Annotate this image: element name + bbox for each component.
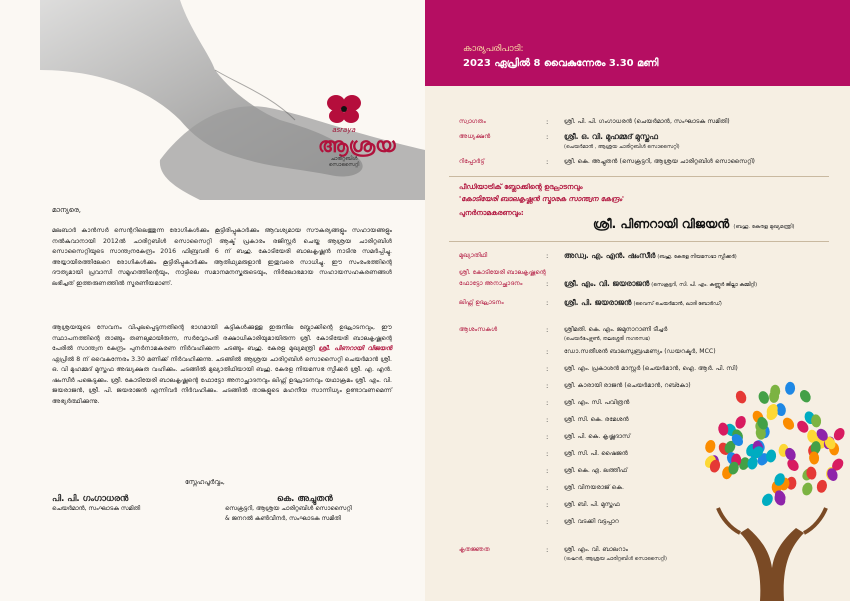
row-value-main: അഡ്വ. എ. എൻ. ഷംസീർ xyxy=(564,251,656,260)
row-value: ശ്രീ. കെ. അച്ചുതൻ (സെക്രട്ടറി, ആശ്രയ ചാരിറ്റബിൾ സൊസൈറ്റി) xyxy=(564,158,755,165)
row-label: അധ്യക്ഷൻ xyxy=(459,133,491,140)
programme-datetime: 2023 ഏപ്രിൽ 8 വൈകുന്നേരം 3.30 മണി xyxy=(463,58,659,69)
row-colon: : xyxy=(546,399,549,407)
row-label: കൃതജ്ഞത xyxy=(459,546,490,553)
flower-logo-icon xyxy=(326,94,362,124)
row-value-main: ശ്രീ. എം. വി. ബാലറാം xyxy=(564,546,628,553)
leaf-hand xyxy=(757,390,771,406)
leaf-hand xyxy=(770,385,780,398)
greetings-label: ആശംസകൾ xyxy=(459,326,498,333)
sig2-title-2: & ജനറൽ കൺവീനർ, സംഘാടക സമിതി xyxy=(225,515,341,522)
leaf-hand xyxy=(798,388,813,404)
leaf-hand xyxy=(734,389,748,405)
row-value: ശ്രീ. ബി. പി. മുസ്തഫ xyxy=(564,501,620,508)
row-value xyxy=(564,546,667,563)
row-value xyxy=(564,280,757,290)
row-value: ശ്രീ. വടക്കി വട്ടപ്പാറ xyxy=(564,518,619,525)
row-value: ശ്രീ. പി. പി. ഗംഗാധരൻ (ചെയർമാൻ, സംഘാടക സമിതി) xyxy=(564,118,730,125)
sig2-title-1: സെക്രട്ടറി, ആശ്രയ ചാരിറ്റബിൾ സൊസൈറ്റി xyxy=(225,505,352,512)
row-value: ശ്രീ. പി. കെ. കൃഷ്ണദാസ് xyxy=(564,433,631,440)
box-line-2: 'കോടിയേരി ബാലകൃഷ്ണൻ സ്മാരക സാന്ത്വന കേന്ദ്രം' xyxy=(459,195,625,203)
row-value: ശ്രീ. കെ. എ. ലത്തീഫ് xyxy=(564,467,628,474)
row-value-sub: (ചെയർപേഴ്സൺ, തലശ്ശേരി നഗരസഭ) xyxy=(564,335,650,342)
row-lift-inaug xyxy=(459,299,829,315)
row-colon: : xyxy=(546,546,549,554)
inaugurator-title: (ബഹു. കേരള മുഖ്യമന്ത്രി) xyxy=(733,224,795,230)
row-value-sub: (സെക്രട്ടറി, സി. പി. എം. കണ്ണൂർ ജില്ലാ കമ്മിറ്റി) xyxy=(651,282,758,288)
row-value: ശ്രീ. എം. പ്രകാശൻ മാസ്റ്റർ (ചെയർമാൻ, ഐ. ആർ. പി. സി) xyxy=(564,365,738,372)
inauguration-box xyxy=(449,176,829,242)
row-label: ശ്രീ. കോടിയേരി ബാലകൃഷ്ണന്റെ xyxy=(459,269,546,276)
row-label: സ്വാഗതം xyxy=(459,118,486,125)
row-value: ശ്രീ. എം. സി. പവിത്രൻ xyxy=(564,399,630,406)
logo-subtext: asraya xyxy=(332,126,356,134)
logo-tagline: ചാരിറ്റബിൾ സൊസൈറ്റി xyxy=(328,156,360,168)
programme-panel xyxy=(425,0,850,601)
leaf-hand xyxy=(734,414,748,430)
para2-highlight: ശ്രീ. പിണറായി വിജയൻ xyxy=(318,345,392,352)
row-colon: : xyxy=(546,133,549,141)
greetings-row-1 xyxy=(459,348,829,364)
leaf-hand xyxy=(801,481,814,496)
para2-text-b: ഏപ്രിൽ 8 ന് വൈകുന്നേരം 3.30 മണിക്ക് നിർവഹിക്കുന്നു. ചടങ്ങിൽ ആശ്രയ ചാരിറ്റബിൾ സൊസൈറ്റി ചെയർമാൻ ശ്രീ. ഒ. വി മുഹമ്മദ് മുസ്തഫ അദ്ധ്യക്ഷത വഹിക്കും. ചടങ്ങിൽ മുഖ്യാതിഥിയായി ബഹു. കേരള നിയമസഭ സ്പീക്കർ ശ്രീ. എ. എൻ. ഷംസീർ പങ്കെടുക്കും. ശ്രീ. കോടിയേരി ബാലകൃഷ്ണന്റെ ഫോട്ടോ അനാച്ഛാദനവും ലിഫ്റ്റ് ഉദ്ഘാടനവും യഥാക്രമം ശ്രീ. എം. വി. ജയരാജൻ, ശ്രീ. പി. ജയരാജൻ എന്നിവർ നിർവഹിക്കും. ചടങ്ങിൽ താങ്കളുടെ മഹനീയ സാന്നിധ്യം ഉണ്ടാവണമെന്ന് അഭ്യർത്ഥിക്കുന്നു. xyxy=(52,355,392,405)
row-colon: : xyxy=(546,280,549,288)
row-colon: : xyxy=(546,416,549,424)
greetings-row-0 xyxy=(459,326,829,344)
row-value xyxy=(564,133,680,151)
row-colon: : xyxy=(546,382,549,390)
sig2-name: കെ. അച്ചുതൻ xyxy=(277,494,333,504)
asraya-logo xyxy=(318,94,396,168)
letter-paragraph-1: മലബാർ കാൻസർ സെന്ററിലെത്തുന്ന രോഗികൾക്കും കൂട്ടിരിപ്പുകാർക്കും ആവശ്യമായ സൗകര്യങ്ങളും സഹായങ്ങളും നൽകുവാനായി 2012ൽ ചാരിറ്റബിൾ സൊസൈറ്റി ആക്ട് പ്രകാരം രജിസ്റ്റർ ചെയ്ത ആശ്രയ ചാരിറ്റബിൾ സൊസൈറ്റിയുടെ സാന്ത്വനകേന്ദ്രം 2016 ഫിബ്രവരി 6 ന് ബഹു. കോടിയേരി ബാലകൃഷ്ണൻ നാടിനു സമർപ്പിച്ചു. അയ്യായിരത്തിലേറെ രോഗികൾക്കും കൂട്ടിരിപ്പുകാർക്കും ആതിഥ്യമരുളാൻ ഇതുവരെ സാധിച്ചു. ഈ സംരംഭത്തിന്റെ ദൗത്യമായി പ്രവാസി സമൂഹത്തിന്റെയും, നാട്ടിലെ സമാനമനസ്കരുടെയും, നിർലോഭമായ സഹായസഹകരണങ്ങൾ ലഭിച്ചത് ഇത്തരുണത്തിൽ സ്മരണീയമാണ്. xyxy=(52,227,392,287)
letter-paragraph-2 xyxy=(52,323,392,407)
leaf-hand xyxy=(717,422,729,436)
leaf-hands-icon xyxy=(703,381,847,507)
row-colon: : xyxy=(546,158,549,166)
regards: സ്നേഹപൂർവ്വം, xyxy=(185,478,225,486)
row-value: ശ്രീ. വിനയരാജ് കെ. xyxy=(564,484,624,491)
row-value-sub: (ചെയർമാൻ , ആശ്രയ ചാരിറ്റബിൾ സൊസൈറ്റി) xyxy=(564,143,680,150)
programme-header-band xyxy=(425,0,850,86)
row-colon: : xyxy=(546,348,549,356)
row-colon: : xyxy=(546,365,549,373)
row-kodiyeri-label xyxy=(459,269,829,279)
inaugurator-name xyxy=(593,217,795,232)
row-photo-unveil xyxy=(459,280,829,296)
row-colon: : xyxy=(546,326,549,334)
sig1-title: ചെയർമാൻ, സംഘാടക സമിതി xyxy=(52,505,141,512)
signature-secretary xyxy=(225,494,352,524)
row-value-main: ശ്രീമതി. കെ. എം. ജമുനാറാണി ടീച്ചർ xyxy=(564,326,668,333)
leaf-hand xyxy=(704,439,717,454)
row-label: ഫോട്ടോ അനാച്ഛാദനം xyxy=(459,280,523,287)
row-value xyxy=(564,326,667,343)
row-value-sub: (ബഹു. കേരള നിയമസഭാ സ്പീക്കർ) xyxy=(657,254,737,260)
row-colon: : xyxy=(546,118,549,126)
row-value-sub: (വൈസ് ചെയർമാൻ, ഖാദി ബോർഡ്) xyxy=(633,301,722,307)
leaf-hand xyxy=(816,479,829,494)
para2-text-a: ആശ്രയയുടെ സേവനം വിപുലപ്പെടുന്നതിന്റെ ഭാഗമായി കുട്ടികൾക്കുള്ള ഇരുനില ബ്ലോക്കിന്റെ ഉദ്ഘാടനവും, ഈ സ്ഥാപനത്തിന്റെ താങ്ങും തണലുമായിരുന്ന, സർവ്വോപരി രക്ഷാധികാരിയുമായിരുന്ന ശ്രീ. കോടിയേരി ബാലകൃഷ്ണന്റെ പേരിൽ സാന്ത്വന കേന്ദ്രം പുനർനാമകരണ നിർവഹിക്കുന്ന ചടങ്ങും ബഹു. കേരള മുഖ്യമന്ത്രി xyxy=(52,324,392,352)
row-value: ശ്രീ. കാരായി രാജൻ (ചെയർമാൻ, റബ്കോ) xyxy=(564,382,691,389)
programme-heading: കാര്യപരിപാടി: xyxy=(463,44,524,54)
row-colon: : xyxy=(546,518,549,526)
row-value: ശ്രീ. സി. പി. ഷൈജൻ xyxy=(564,450,628,457)
row-colon: : xyxy=(546,467,549,475)
row-value-main: ശ്രീ. ഒ. വി. മുഹമ്മദ് മുസ്തഫ xyxy=(564,132,658,141)
row-report xyxy=(459,158,829,174)
row-value-main: ശ്രീ. എം. വി. ജയരാജൻ xyxy=(564,279,650,288)
hand-tree-illustration xyxy=(700,368,850,601)
row-label: റിപ്പോർട്ട് xyxy=(459,158,485,165)
row-colon: : xyxy=(546,299,549,307)
leaf-hand xyxy=(785,381,796,395)
row-value-sub: (ട്രഷറർ, ആശ്രയ ചാരിറ്റബിൾ സൊസൈറ്റി) xyxy=(564,555,667,562)
row-colon: : xyxy=(546,501,549,509)
leaf-hand xyxy=(760,492,775,508)
leaf-hand xyxy=(781,415,797,431)
row-value xyxy=(564,252,737,262)
row-chief-guest xyxy=(459,252,829,268)
row-colon: : xyxy=(546,252,549,260)
logo-title: ആശ്രയ xyxy=(318,133,396,157)
box-line-1: പീഡിയാട്രിക് ബ്ലോക്കിന്റെ ഉദ്ഘാടനവും xyxy=(459,183,583,191)
row-value: ശ്രീ. സി. കെ. രമേശൻ xyxy=(564,416,629,423)
row-value: ഡോ.സതീശൻ ബാലസുബ്രഹ്മണ്യം (ഡയറക്ടർ, MCC) xyxy=(564,348,716,355)
row-label: ലിഫ്റ്റ് ഉദ്ഘാടനം xyxy=(459,299,504,306)
row-colon: : xyxy=(546,450,549,458)
row-label: മുഖ്യാതിഥി xyxy=(459,252,488,259)
row-president xyxy=(459,133,829,153)
salutation: മാന്യരെ, xyxy=(52,206,82,214)
row-value xyxy=(564,299,722,309)
row-colon: : xyxy=(546,484,549,492)
sig1-name: പി. പി. ഗംഗാധരൻ xyxy=(52,494,129,504)
row-value-main: ശ്രീ. പി. ജയരാജൻ xyxy=(564,298,632,307)
signature-chairman xyxy=(52,494,140,514)
row-colon: : xyxy=(546,433,549,441)
box-line-3: പുനർനാമകരണവും: xyxy=(459,209,524,217)
inaugurator-text: ശ്രീ. പിണറായി വിജയൻ xyxy=(593,217,730,231)
